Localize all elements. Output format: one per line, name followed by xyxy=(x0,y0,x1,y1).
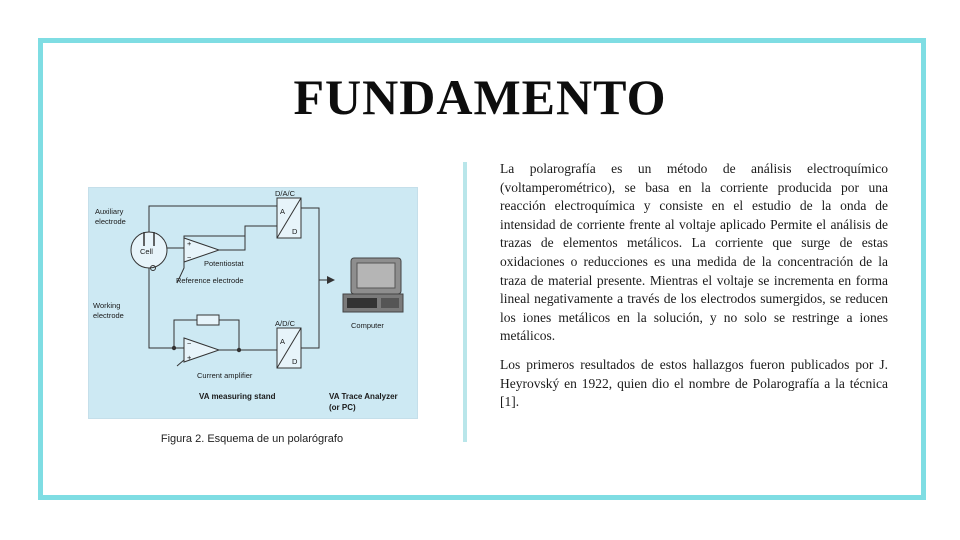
dac-label: D/A/C xyxy=(275,189,296,198)
figure-caption: Figura 2. Esquema de un polarógrafo xyxy=(160,433,344,445)
body-text xyxy=(500,160,888,422)
potentiostat-label: Potentiostat xyxy=(204,259,244,268)
cell-label: Cell xyxy=(140,247,153,256)
paragraph-1: La polarografía es un método de análisis electroquímico (voltamperométrico), se basa en la corriente producida por una reacción electroquímica y consiste en el estudio de la onda de intensidad de corriente frente al voltaje aplicado Permite el análisis de trazas de elementos metálicos. La corriente que surge de estas oxidaciones o reducciones es una medida de la concentración de la traza de material presente. Mientras el voltaje se incrementa en forma lineal negativamente a través de los electrodos sumergidos, se reducen los iones metálicos en la solución, y no solo se restringe a iones metálicos. xyxy=(500,161,888,344)
diagram-svg xyxy=(89,188,417,418)
auxiliary-label-2: electrode xyxy=(95,217,126,226)
plus-sign: + xyxy=(187,239,192,248)
minus-sign: − xyxy=(187,253,192,262)
computer-arrow xyxy=(327,276,335,284)
adc-label: A/D/C xyxy=(275,319,296,328)
junction-dot xyxy=(172,346,176,350)
working-electrode-label: Working xyxy=(93,301,121,310)
plus-sign: + xyxy=(187,353,192,362)
paragraph-2: Los primeros resultados de estos hallazgos fueron publicados por J. Heyrovský en 1922, quien dio el nombre de Polarografía a la técnica [1]. xyxy=(500,356,888,410)
dac-d-label: D xyxy=(292,227,298,236)
feedback-resistor xyxy=(197,315,219,325)
polarograph-diagram xyxy=(88,187,418,419)
vertical-divider xyxy=(463,162,467,442)
adc-d-label: D xyxy=(292,357,298,366)
computer-label: Computer xyxy=(351,321,384,330)
va-trace-analyzer-label-2: (or PC) xyxy=(329,403,356,412)
dac-a-label: A xyxy=(280,207,286,216)
slide-title: FUNDAMENTO xyxy=(293,69,667,125)
auxiliary-label: Auxiliary xyxy=(95,207,124,216)
minus-sign: − xyxy=(187,339,192,348)
reference-electrode-label: Reference electrode xyxy=(176,276,244,285)
current-amplifier-label: Current amplifier xyxy=(197,371,253,380)
adc-a-label: A xyxy=(280,337,286,346)
va-measuring-stand-label: VA measuring stand xyxy=(199,392,276,401)
va-trace-analyzer-label: VA Trace Analyzer xyxy=(329,392,398,401)
working-electrode-label-2: electrode xyxy=(93,311,124,320)
computer-icon xyxy=(343,258,403,312)
junction-dot xyxy=(237,348,241,352)
